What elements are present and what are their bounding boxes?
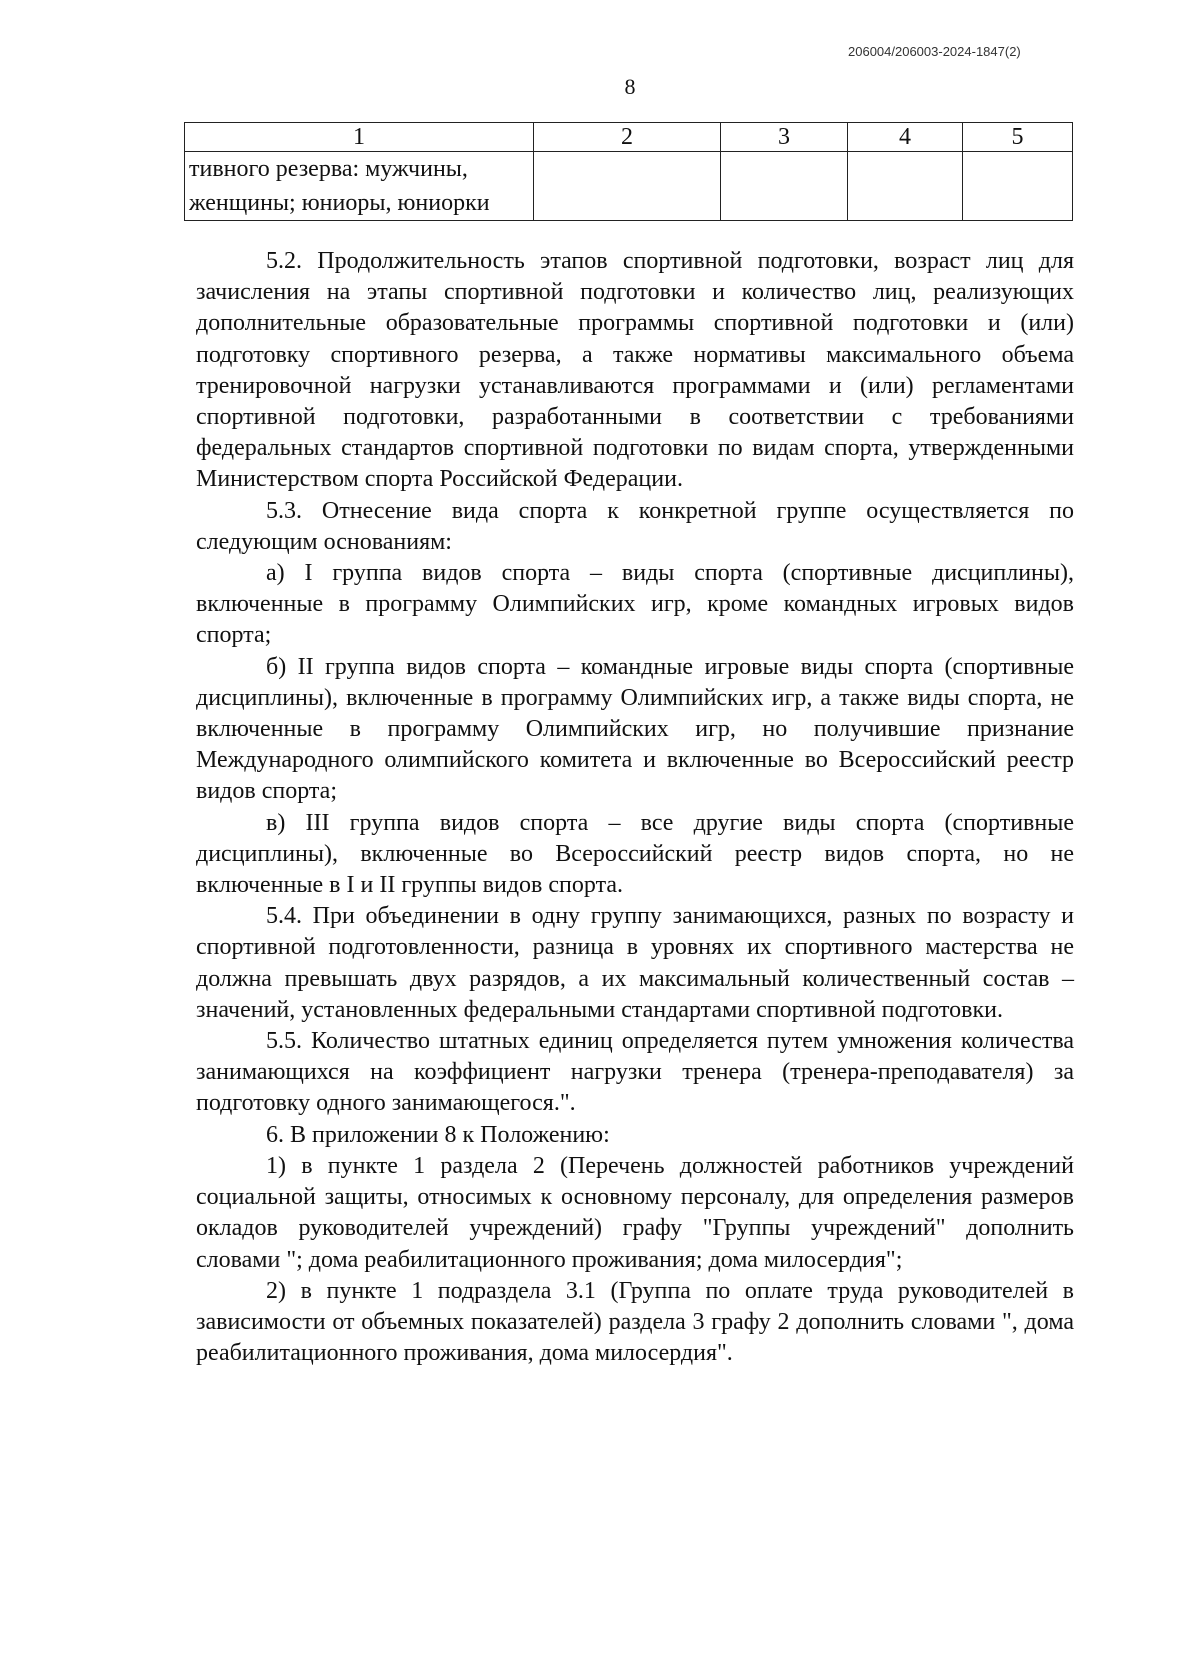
- table-header-cell: 3: [721, 123, 848, 152]
- table-cell-empty: [721, 152, 848, 221]
- paragraph-5-3: 5.3. Отнесение вида спорта к конкретной группе осуществляется по следующим основаниям:: [196, 497, 1074, 555]
- paragraph-group-c: в) III группа видов спорта – все другие виды спорта (спортивные дисциплины), включенные во Всероссийский реестр видов спорта, но не включенные в I и II группы видов спорта.: [196, 809, 1074, 899]
- table-cell-empty: [534, 152, 721, 221]
- document-id: 206004/206003-2024-1847(2): [848, 44, 1021, 59]
- table-header-cell: 5: [963, 123, 1073, 152]
- table-cell-line: тивного резерва: мужчины,: [189, 156, 468, 182]
- table-row: [185, 152, 1073, 221]
- paragraph-6-2: 2) в пункте 1 подраздела 3.1 (Группа по оплате труда руководителей в зависимости от объемных показателей) раздела 3 графу 2 дополнить словами ", дома реабилитационного проживания, дома милосердия".: [196, 1277, 1074, 1367]
- table-cell-line: женщины; юниоры, юниорки: [189, 190, 490, 216]
- continuation-table: [184, 122, 1073, 221]
- table-cell-empty: [963, 152, 1073, 221]
- table-cell-empty: [848, 152, 963, 221]
- table-header-cell: 1: [185, 123, 534, 152]
- table-cell-text: [185, 152, 534, 221]
- table-header-cell: 4: [848, 123, 963, 152]
- paragraph-group-a: а) I группа видов спорта – виды спорта (спортивные дисциплины), включенные в программу Олимпийских игр, кроме командных игровых видов спорта;: [196, 560, 1074, 649]
- paragraph-group-b: б) II группа видов спорта – командные игровые виды спорта (спортивные дисциплины), включенные в программу Олимпийских игр, а также виды спорта, не включенные в программу Олимпийских игр, но получившие признание Международного олимпийского комитета и включенные во Всероссийский реестр видов спорта;: [196, 653, 1074, 805]
- paragraph-5-5: 5.5. Количество штатных единиц определяется путем умножения количества занимающихся на коэффициент нагрузки тренера (тренера-преподавателя) за подготовку одного занимающегося.".: [196, 1028, 1074, 1117]
- page-number: 8: [624, 74, 636, 99]
- table-header-row: [185, 123, 1073, 152]
- paragraph-6: 6. В приложении 8 к Положению:: [266, 1121, 610, 1148]
- document-body: [196, 246, 1074, 1369]
- paragraph-5-2: 5.2. Продолжительность этапов спортивной подготовки, возраст лиц для зачисления на этапы спортивной подготовки и количество лиц, реализующих дополнительные образовательные программы спортивной подготовки и (или) подготовку спортивного резерва, а также нормативы максимального объема тренировочной нагрузки устанавливаются программами и (или) регламентами спортивной подготовки, разработанными в соответствии с требованиями федеральных стандартов спортивной подготовки по видам спорта, утвержденными Министерством спорта Российской Федерации.: [196, 248, 1074, 493]
- table-header-cell: 2: [534, 123, 721, 152]
- paragraph-6-1: 1) в пункте 1 раздела 2 (Перечень должностей работников учреждений социальной защиты, относимых к основному персоналу, для определения размеров окладов руководителей учреждений) графу "Группы учреждений" дополнить словами "; дома реабилитационного проживания; дома милосердия";: [196, 1152, 1074, 1273]
- paragraph-5-4: 5.4. При объединении в одну группу занимающихся, разных по возрасту и спортивной подготовленности, разница в уровнях их спортивного мастерства не должна превышать двух разрядов, а их максимальный количественный состав – значений, установленных федеральными стандартами спортивной подготовки.: [196, 903, 1074, 1023]
